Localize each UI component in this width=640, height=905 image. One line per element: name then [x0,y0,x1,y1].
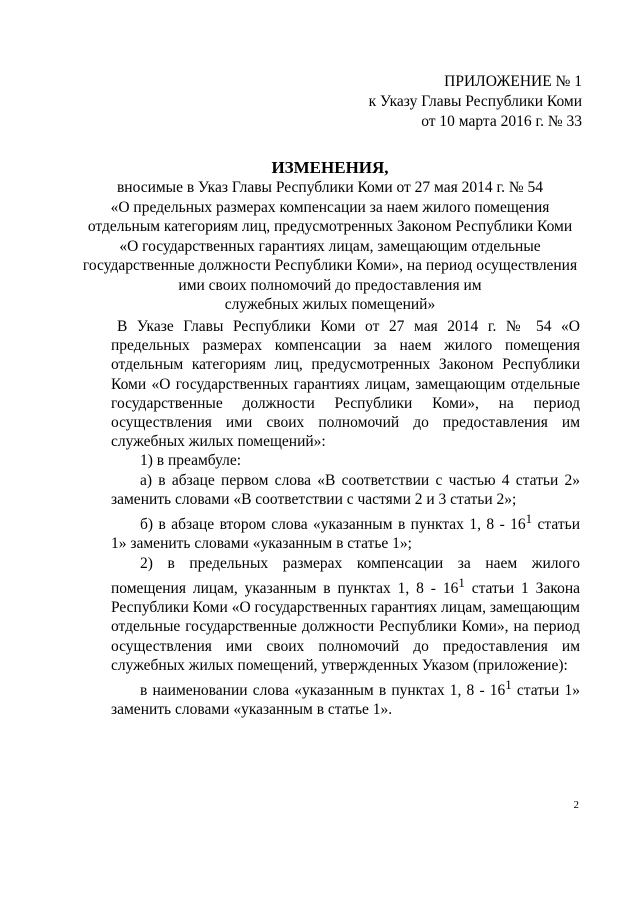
item-1a: а) в абзаце первом слова «В соответствии с частью 4 статьи 2» заменить словами «В соответствии с частями 2 и 3 статьи 2»; [111,471,580,508]
appendix-reference: к Указу Главы Республики Коми [368,93,582,110]
appendix-header [369,72,582,132]
item-2-text: 2) в предельных размерах компенсации за наем жилого помещения лицам, указанным в пунктах 1, 8 - 16 [111,554,580,597]
document-heading [80,157,580,315]
document-body [111,317,580,720]
heading-line: вносимые в Указ Главы Республики Коми от 27 мая 2014 г. № 54 [116,179,544,196]
item-2a-text-end: статьи 1» заменить словами «указанным в статье 1». [111,682,580,719]
item-2a-text: в наименовании слова «указанным в пунктах 1, 8 - 16 [140,682,506,700]
heading-line: «О государственных гарантиях лицам, замещающим отдельные [119,237,541,255]
appendix-title: ПРИЛОЖЕНИЕ № 1 [444,73,582,90]
superscript: 1 [505,676,512,692]
item-1b-text: б) в абзаце втором слова «указанным в пунктах 1, 8 - 16 [140,516,526,534]
heading-line: отдельным категориям лиц, предусмотренных Законом Республики Коми [87,218,573,235]
heading-line: «О предельных размерах компенсации за наем жилого помещения [110,198,550,216]
intro-paragraph: В Указе Главы Республики Коми от 27 мая 2014 г. № 54 «О предельных размерах компенсации за наем жилого помещения отдельным категориям лиц, предусмотренных Законом Республики Коми «О государственных гарантиях лицам, замещающим отдельные государственные должности Республики Коми», на период осуществления ими своих полномочий до предоставления им служебных жилых помещений»: [111,318,580,451]
page-number: 2 [573,799,579,811]
item-2-text-end: статьи 1 Закона Республики Коми «О государственных гарантиях лицам, замещающим отдельные государственные должности Республики Коми», на период осуществления ими своих полномочий до предоставления им служебных жилых помещений, утвержденных Указом (приложение): [111,579,580,674]
item-2 [111,554,580,675]
appendix-date: от 10 марта 2016 г. № 33 [421,113,582,130]
superscript: 1 [525,511,533,527]
item-1: 1) в преамбуле: [140,452,242,470]
heading-line: служебных жилых помещений» [224,296,436,313]
item-2a [111,675,580,720]
item-1b-text-end: статьи 1» заменить словами «указанным в статье 1»; [111,516,580,553]
superscript: 1 [458,574,465,590]
heading-line: ими своих полномочий до предоставления им [178,276,482,294]
heading-line: государственные должности Республики Коми», на период осуществления [82,257,578,274]
item-1b [111,509,580,554]
document-title: ИЗМЕНЕНИЯ, [271,158,389,177]
